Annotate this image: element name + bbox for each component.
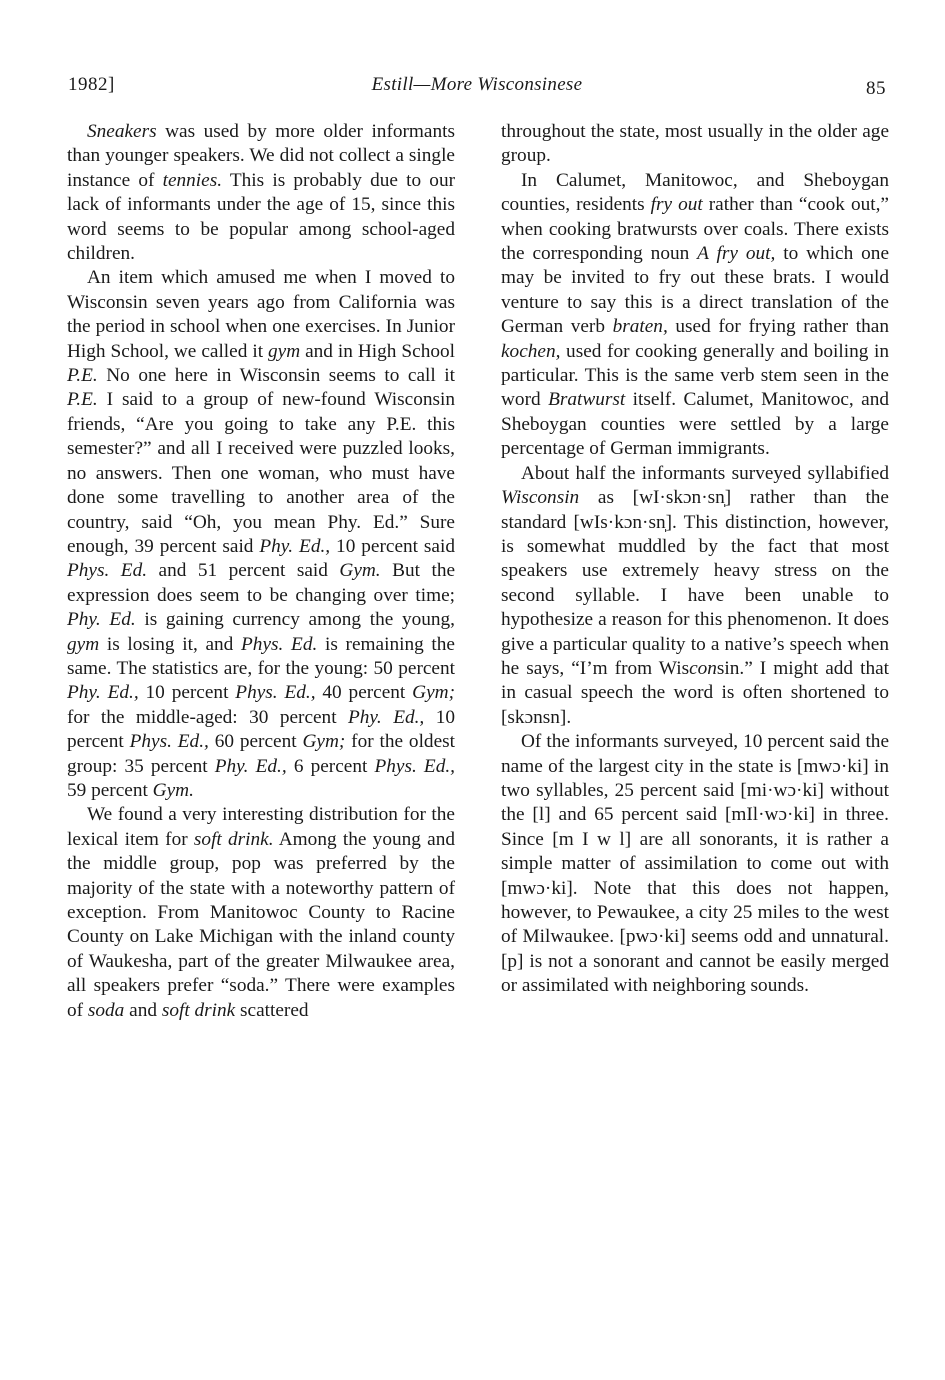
body-paragraph [501,169,889,462]
italic-term: Phys. Ed. [241,633,318,655]
text-run: 10 percent [67,706,455,753]
text-run: scattered [235,999,309,1021]
page-number: 85 [866,78,886,99]
text-run: But the expression does seem to be changing over time; [67,560,456,606]
italic-term: Gym; [412,682,455,704]
italic-term: Phy. Ed., [214,755,287,777]
italic-term: P.E. [67,365,98,387]
italic-term: Bratwurst [548,389,626,411]
italic-term: fry out [650,194,703,216]
text-run: is gaining currency among the young, [135,609,455,631]
body-paragraph [501,730,889,998]
text-run: used for cooking generally and boiling in particular. This is the same verb stem seen in the word [501,340,889,411]
italic-term: Phy. Ed., [259,535,331,557]
text-run: to which one may be invited to fry out these brats. I would venture to say this is a direct translation of the German verb [501,243,890,338]
text-run: Of the informants surveyed, 10 percent said the name of the largest city in the state is [mwɔ·ki] in two syllables, 25 percent said [mi·wɔ·ki] without the [l] and 65 percent said [mIl·wɔ·ki] in three. Since [m I w l] are all sonorants, it is rather a simple matter of assimilation to come out with [mwɔ·ki]. Note that this does not happen, however, to Pewaukee, a city 25 miles to the west of Milwaukee. [pwɔ·ki] seems odd and unnatural. [p] is not a sonorant and cannot be easily merged or assimilated with neighboring sounds. [501,731,889,997]
text-run: This is probably due to our lack of informants under the age of 15, since this word seems to be popular among school-aged children. [67,169,456,265]
italic-term: gym [67,633,100,655]
italic-term: con [689,657,717,679]
text-run: used for frying rather than [667,316,889,338]
italic-term: Wisconsin [501,487,580,509]
text-run: sin.” I might add that in casual speech the word is often shortened to [skɔnsn]. [501,657,889,728]
text-run: throughout the state, most usually in the older age group. [501,121,889,167]
italic-term: P.E. [67,389,98,411]
italic-term: soft drink [161,999,236,1021]
text-run: was used by more older informants than younger speakers. We did not collect a single instance of [67,121,455,191]
italic-term: Phys. Ed., [129,731,209,753]
body-paragraph [501,120,889,169]
italic-term: A fry out, [697,243,776,265]
text-run: 60 percent [208,731,303,753]
italic-term: Gym; [302,731,346,753]
text-run: itself. Calumet, Manitowoc, and Sheboygan counties were settled by a large percentage of German immigrants. [501,389,889,460]
italic-term: gym [268,340,301,362]
italic-term: Phys. Ed., [235,682,316,704]
text-run: and in High School [300,340,455,362]
italic-term: kochen, [501,340,561,362]
italic-term: Phys. Ed. [67,560,148,582]
text-run: I said to a group of new-found Wisconsin friends, “Are you going to take any P.E. this semester?” and all I received were puzzled looks, no answers. Then one woman, who must have done some travelling to another area of the country, said “Oh, you mean Phy. Ed.” Sure enough, 39 percent said [67,389,455,557]
italic-term: soft drink. [193,828,274,850]
italic-term: Sneakers [87,121,157,142]
text-run: Among the young and the middle group, pop was preferred by the majority of the state with a noteworthy pattern of exception. From Manitowoc County to Racine County on Lake Michigan with the inland county of Waukesha, part of the greater Milwaukee area, all speakers prefer “soda.” There were examples of [67,828,455,1021]
text-run: 6 percent [286,755,375,777]
text-run: and [124,999,162,1021]
right-column [501,120,889,999]
text-run: 10 percent said [330,535,455,557]
italic-term: Phys. Ed., [374,755,455,777]
text-run: An item which amused me when I moved to Wisconsin seven years ago from California was the period in school when one exercises. In Junior High School, we called it [67,267,455,362]
text-run: for the oldest group: 35 percent [67,731,455,777]
text-run: In Calumet, Manitowoc, and Sheboygan counties, residents [501,169,889,216]
text-run: 59 percent [67,779,153,801]
body-paragraph [67,120,455,266]
running-head [68,74,886,100]
left-column [67,120,455,1023]
journal-year: 1982] [68,74,115,95]
italic-term: soda [87,999,125,1021]
body-paragraph [501,462,889,730]
text-run: 40 percent [315,682,413,704]
italic-term: Gym. [152,779,194,801]
article-running-title: Estill—More Wisconsinese [371,74,583,95]
text-run: We found a very interesting distribution for the lexical item for [67,804,455,850]
text-run: 10 percent [138,682,236,704]
body-paragraph [67,266,455,803]
text-run: About half the informants surveyed syllabified [521,462,889,484]
text-run: is remaining the same. The statistics are, for the young: 50 percent [67,633,455,679]
text-run: rather than “cook out,” when cooking bratwursts over coals. There exists the corresponding noun [501,194,889,265]
text-run: and 51 percent said [147,560,340,582]
italic-term: Phy. Ed., [348,706,425,728]
italic-term: Phy. Ed., [67,682,139,704]
italic-term: Gym. [339,560,381,582]
text-run: for the middle-aged: 30 percent [67,706,349,728]
italic-term: braten, [612,316,668,338]
italic-term: Phy. Ed. [67,609,136,631]
text-run: No one here in Wisconsin seems to call it [97,365,455,387]
italic-term: tennies. [162,169,223,191]
text-run: as [wI·skɔn·sn̩] rather than the standard [wIs·kɔn·sn̩]. This distinction, however, is somewhat muddled by the fact that most speakers use extremely heavy stress on the second syllable. I have been unable to hypothesize a reason for this phenomenon. It does give a particular quality to a native’s speech when he says, “I’m from Wis [501,487,889,679]
body-paragraph [67,803,455,1023]
text-run: is losing it, and [99,633,242,655]
